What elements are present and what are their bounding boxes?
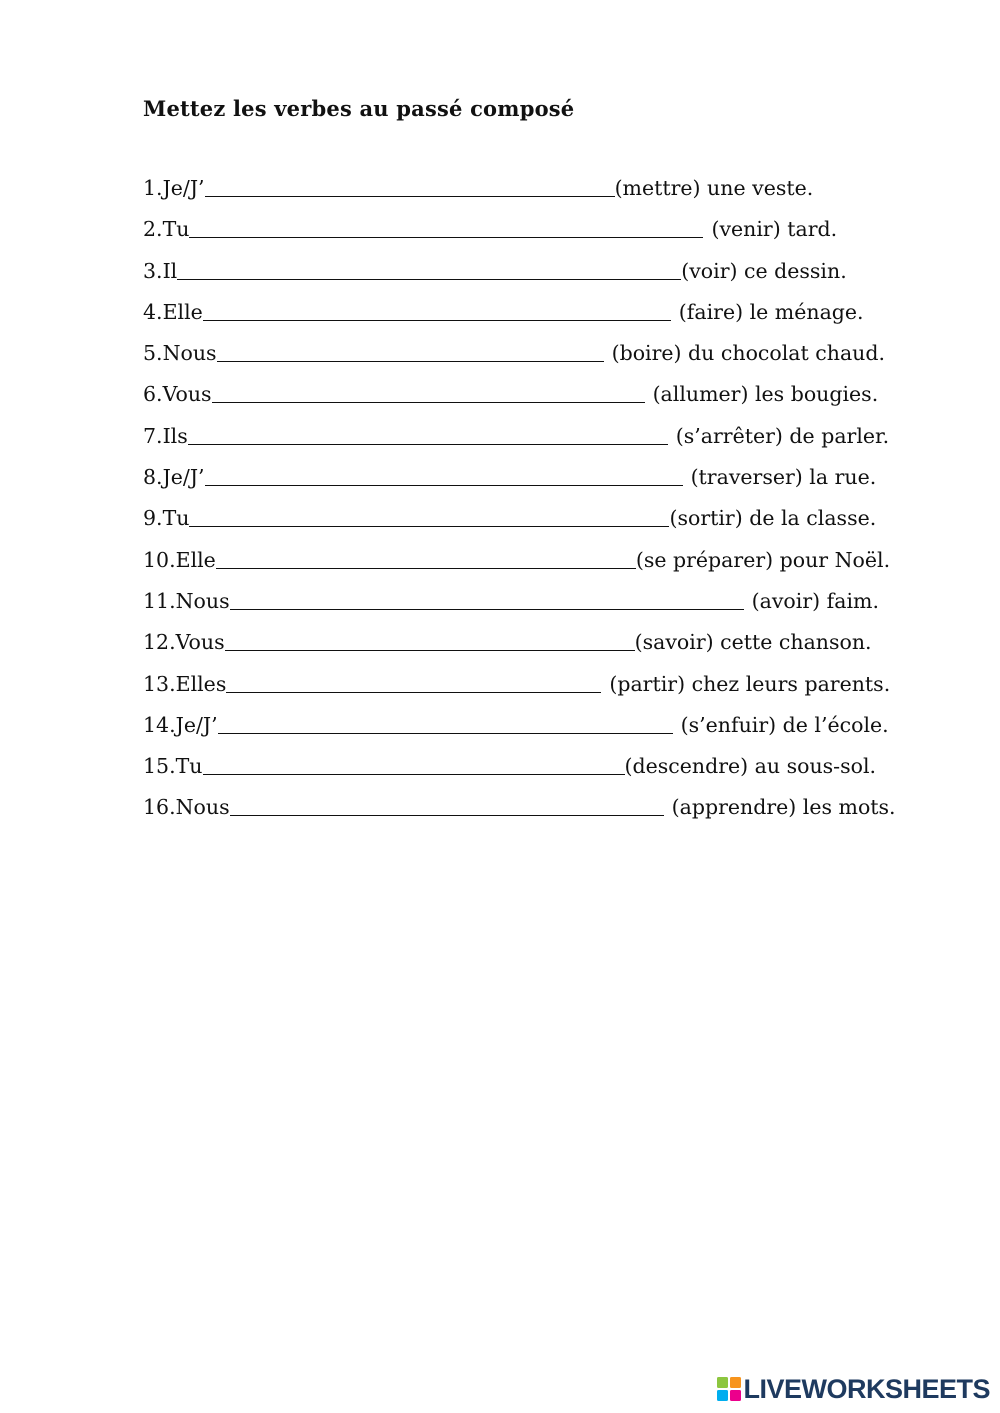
item-number: 5. — [143, 341, 163, 366]
answer-blank[interactable] — [230, 814, 664, 816]
exercise-item — [143, 754, 943, 795]
answer-blank[interactable] — [189, 236, 703, 238]
answer-blank[interactable] — [205, 484, 683, 486]
exercise-item — [143, 589, 943, 630]
answer-blank[interactable] — [212, 401, 645, 403]
answer-blank[interactable] — [203, 319, 671, 321]
item-number: 1. — [143, 176, 163, 200]
verb-hint: (traverser) la rue. — [690, 465, 877, 490]
verb-hint: (descendre) au sous-sol. — [624, 754, 877, 779]
item-number: 7. — [143, 423, 163, 448]
exercise-item — [143, 548, 943, 589]
item-number: 4. — [143, 299, 163, 324]
item-number: 6. — [143, 382, 163, 407]
verb-hint: (mettre) une veste. — [614, 176, 814, 200]
item-number: 9. — [143, 506, 163, 531]
item-number: 13. — [143, 671, 176, 696]
item-subject: Elle — [175, 547, 216, 572]
verb-hint: (venir) tard. — [711, 217, 838, 242]
item-subject: Ils — [162, 423, 188, 448]
item-number: 12. — [143, 630, 176, 655]
item-number: 11. — [143, 588, 176, 613]
verb-hint: (s’enfuir) de l’école. — [680, 712, 889, 737]
verb-hint: (voir) ce dessin. — [681, 258, 847, 283]
item-number: 3. — [143, 258, 163, 283]
exercise-item — [143, 341, 943, 382]
item-subject: Nous — [175, 795, 230, 820]
answer-blank[interactable] — [225, 649, 635, 651]
item-subject: Tu — [175, 754, 203, 779]
item-number: 16. — [143, 795, 176, 820]
exercise-item — [143, 259, 943, 300]
exercise-item — [143, 713, 943, 754]
verb-hint: (partir) chez leurs parents. — [609, 671, 891, 696]
item-subject: Je/J’ — [175, 712, 218, 737]
liveworksheets-brand[interactable] — [717, 1373, 990, 1405]
answer-blank[interactable] — [226, 691, 601, 693]
item-number: 8. — [143, 465, 163, 490]
exercise-item — [143, 795, 943, 836]
verb-hint: (apprendre) les mots. — [671, 795, 896, 820]
answer-blank[interactable] — [218, 732, 673, 734]
exercise-list — [143, 176, 943, 837]
verb-hint: (allumer) les bougies. — [652, 382, 879, 407]
item-subject: Je/J’ — [162, 176, 205, 200]
verb-hint: (se préparer) pour Noël. — [635, 547, 891, 572]
verb-hint: (savoir) cette chanson. — [634, 630, 872, 655]
answer-blank[interactable] — [230, 608, 744, 610]
worksheet-title: Mettez les verbes au passé composé — [143, 96, 575, 121]
exercise-item — [143, 382, 943, 423]
exercise-item — [143, 630, 943, 671]
item-subject: Je/J’ — [162, 465, 205, 490]
verb-hint: (sortir) de la classe. — [669, 506, 877, 531]
brand-name: LIVEWORKSHEETS — [743, 1373, 990, 1404]
exercise-item — [143, 424, 943, 465]
item-number: 15. — [143, 754, 176, 779]
item-subject: Tu — [162, 217, 190, 242]
exercise-item — [143, 300, 943, 341]
item-subject: Elles — [175, 671, 227, 696]
answer-blank[interactable] — [216, 567, 636, 569]
exercise-item — [143, 465, 943, 506]
verb-hint: (avoir) faim. — [751, 588, 879, 613]
exercise-item — [143, 672, 943, 713]
verb-hint: (faire) le ménage. — [678, 299, 864, 324]
exercise-item — [143, 176, 943, 217]
answer-blank[interactable] — [203, 773, 625, 775]
item-number: 2. — [143, 217, 163, 242]
item-subject: Vous — [175, 630, 225, 655]
item-subject: Elle — [162, 299, 203, 324]
answer-blank[interactable] — [189, 525, 669, 527]
answer-blank[interactable] — [177, 278, 681, 280]
answer-blank[interactable] — [188, 443, 668, 445]
item-subject: Nous — [162, 341, 217, 366]
item-subject: Tu — [162, 506, 190, 531]
verb-hint: (boire) du chocolat chaud. — [611, 341, 886, 366]
item-subject: Il — [162, 258, 178, 283]
item-subject: Nous — [175, 588, 230, 613]
liveworksheets-logo-icon — [717, 1377, 741, 1401]
answer-blank[interactable] — [217, 360, 604, 362]
item-number: 10. — [143, 547, 176, 572]
verb-hint: (s’arrêter) de parler. — [675, 423, 890, 448]
item-subject: Vous — [162, 382, 212, 407]
exercise-item — [143, 506, 943, 547]
answer-blank[interactable] — [205, 195, 615, 197]
exercise-item — [143, 217, 943, 258]
item-number: 14. — [143, 712, 176, 737]
